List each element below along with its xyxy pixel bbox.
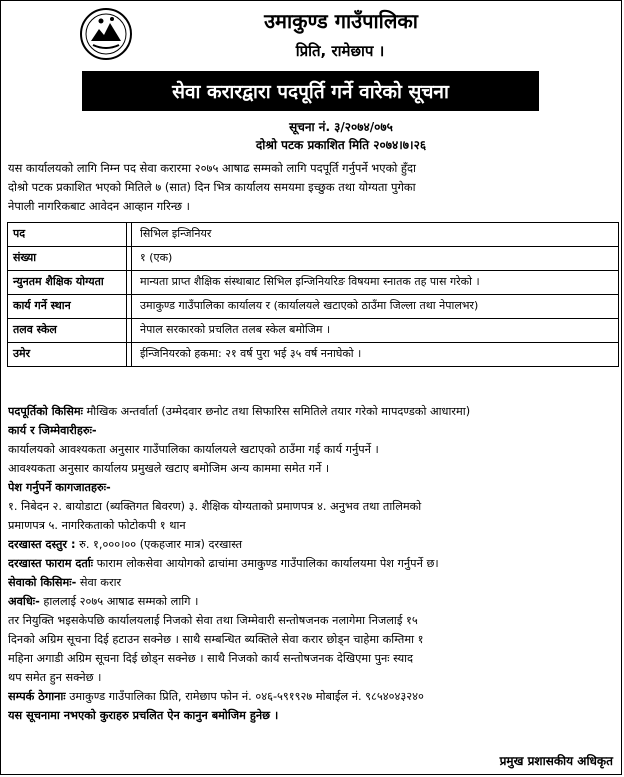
office-address: प्रिति, रामेछाप । [295, 42, 385, 60]
contact-line [8, 687, 613, 706]
form-text: फाराम लोकसेवा आयोगको ढाचांमा उमाकुण्ड गाउँपालिका कार्यालयमा पेश गर्नुपर्ने छ। [96, 557, 439, 570]
duty-item: कार्यालयको आवश्यकता अनुसार गाउँपालिका कार्यालयले खटाएको ठाउँमा गई कार्य गर्नुपर्ने । [8, 443, 379, 456]
intro-line: यस कार्यालयको लागि निम्न पद सेवा करारमा २०७५ आषाढ सम्मको लागि पदपूर्ति गर्नुपर्ने भएको हुँदा [8, 161, 416, 175]
row-label: कार्य गर्ने स्थान [13, 299, 71, 312]
fee-label: दरखास्त दस्तुर : [8, 538, 76, 551]
service-type-label: सेवाको किसिमः- [8, 576, 77, 589]
row-label: पद [13, 227, 26, 240]
row-value: ईन्जिनियरको हकमा: २१ वर्ष पुरा भई ३५ वर्ष ननाघेको । [140, 347, 362, 360]
intro-line: नेपाली नागरिकबाट आवेदन आव्हान गरिन्छ । [8, 199, 190, 213]
notice-details [8, 402, 613, 725]
office-name: उमाकुण्ड गाउँपालिका [264, 9, 418, 33]
intro-line: दोश्रो पटक प्रकाशित भएको मितिले ७ (सात) दिन भित्र कार्यालय समयमा इच्छुक तथा योग्यता पुगेका [8, 180, 416, 194]
table-row [8, 343, 618, 366]
form-label: दरखास्त फाराम दर्ताः [8, 557, 94, 570]
form-line [8, 554, 613, 573]
published-date: दोश्रो पटक प्रकाशित मिति २०७४।७।२६ [255, 138, 427, 152]
row-value: मान्यता प्राप्त शैक्षिक संस्थाबाट सिभिल इन्जिनियरिङ विषयमा स्नातक तह पास गरेको । [140, 275, 480, 288]
contact-label: सम्पर्क ठेगानाः [8, 690, 66, 703]
row-label: संख्या [13, 251, 37, 264]
row-label: उमेर [13, 347, 31, 360]
service-type-text: सेवा करार [79, 576, 122, 589]
row-label: तलव स्केल [13, 323, 57, 336]
selection-line [8, 402, 613, 421]
row-value: सिभिल इन्जिनियर [140, 227, 212, 240]
row-value: उमाकुण्ड गाउँपालिका कार्यालय र (कार्यालयले खटाएको ठाउँमा जिल्ला तथा नेपालभर) [140, 299, 479, 312]
table-row [8, 247, 618, 271]
terms-line: महिना अगाडी अग्रिम सूचना दिई छोड्न सक्नेछ । साथै निजको कार्य सन्तोषजनक देखिएमा पुनः स्याद [8, 652, 414, 665]
terms-line: तर नियुक्ति भइसकेपछि कार्यालयलाई निजको सेवा तथा जिम्मेवारी सन्तोषजनक नलागेमा निजलाई १५ [8, 614, 418, 627]
fee-line [8, 535, 613, 554]
table-row [8, 295, 618, 319]
terms-line: थप समेत हुन सक्नेछ । [8, 671, 102, 684]
table-row [8, 223, 618, 247]
row-label: न्युनतम शैक्षिक योग्यता [13, 275, 104, 288]
signature-title: प्रमुख प्रशासकीय अधिकृत [499, 754, 613, 768]
duration-text: हाललाई २०७५ आषाढ सम्मको लागि । [43, 595, 199, 608]
documents-line: १. निबेदन २. बायोडाटा (ब्यक्तिगत बिवरण) ३. शैक्षिक योग्यताको प्रमाणपत्र ४. अनुभव तथा तालिमको [8, 500, 422, 513]
documents-line: प्रमाणपत्र ५. नागरिकताको फोटोकपी १ थान [8, 519, 186, 532]
duration-label: अवधिः- [8, 595, 40, 608]
footer-note: यस सूचनामा नभएको कुराहरु प्रचलित ऐन कानुन बमोजिम हुनेछ । [8, 709, 279, 722]
table-row [8, 319, 618, 343]
contact-text: उमाकुण्ड गाउँपालिका प्रिति, रामेछाप फोन नं. ०४६-५९१९२७ मोबाईल नं. ९८५४०४३२४० [69, 690, 424, 703]
selection-text: मौखिक अन्तर्वार्ता (उम्मेदवार छनोट तथा सिफारिस समितिले तयार गरेको मापदण्डको आधारमा) [86, 405, 471, 418]
table-row [8, 271, 618, 295]
duration-line [8, 592, 613, 611]
documents-label: पेश गर्नुपर्ने कागजातहरुः- [8, 481, 111, 494]
terms-line: दिनको अग्रिम सूचना दिई हटाउन सक्नेछ । साथै सम्बन्धित ब्यक्तिले सेवा करार छोड्न चाहेमा कम्तिमा १ [8, 633, 424, 646]
notice-title-banner: सेवा करारद्वारा पदपूर्ति गर्ने वारेको सूचना [82, 71, 539, 111]
fee-text: रु. १,०००।०० (एकहजार मात्र) दरखास्त [79, 538, 243, 551]
duties-label: कार्य र जिम्मेवारीहरुः- [8, 424, 97, 437]
selection-label: पदपूर्तिको किसिमः [8, 405, 83, 418]
position-details-table [7, 222, 619, 367]
row-value: नेपाल सरकारको प्रचलित तलब स्केल बमोजिम । [140, 323, 331, 336]
duty-item: आवश्यकता अनुसार कार्यालय प्रमुखले खटाए बमोजिम अन्य काममा समेत गर्ने । [8, 462, 330, 475]
service-type-line [8, 573, 613, 592]
row-value: १ (एक) [140, 251, 173, 264]
intro-paragraph [8, 159, 613, 216]
notice-number: सूचना नं. ३/२०७४/०७५ [289, 120, 393, 134]
